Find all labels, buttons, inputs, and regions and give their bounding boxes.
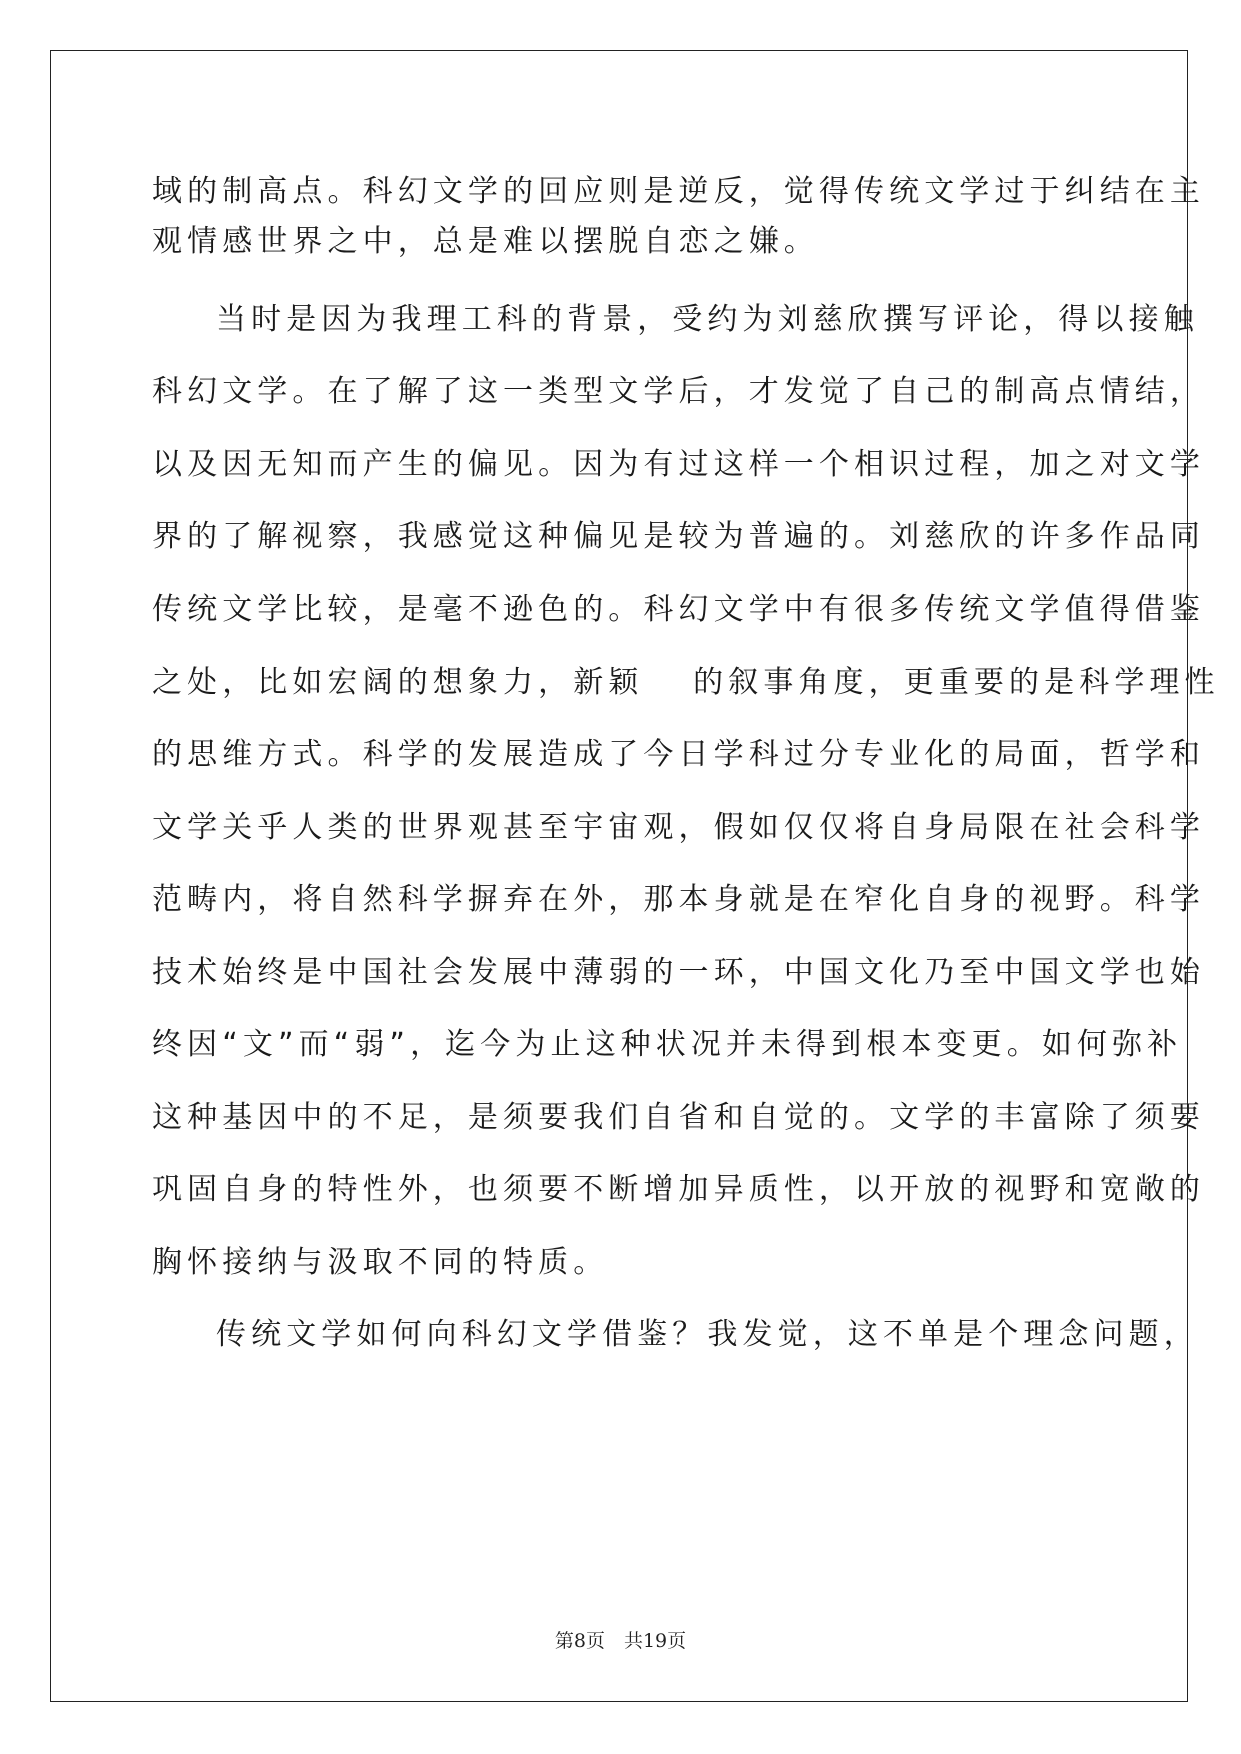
text-line-8: 之处，比如宏阔的想象力，新颖 的叙事角度，更重要的是科学理性	[152, 665, 1220, 700]
text-line-15: 巩固自身的特性外，也须要不断增加异质性，以开放的视野和宽敞的	[152, 1172, 1205, 1207]
page-number-footer: 第8页 共19页	[554, 1630, 687, 1652]
text-line-17: 传统文学如何向科幻文学借鉴？我发觉，这不单是个理念问题，	[216, 1317, 1199, 1352]
text-line-4: 科幻文学。在了解了这一类型文学后，才发觉了自己的制高点情结，	[152, 374, 1205, 409]
text-line-1: 域的制高点。科幻文学的回应则是逆反，觉得传统文学过于纠结在主	[152, 174, 1205, 209]
text-line-10: 文学关乎人类的世界观甚至宇宙观，假如仅仅将自身局限在社会科学	[152, 810, 1205, 845]
text-line-9: 的思维方式。科学的发展造成了今日学科过分专业化的局面，哲学和	[152, 737, 1205, 772]
text-line-7: 传统文学比较，是毫不逊色的。科幻文学中有很多传统文学值得借鉴	[152, 592, 1205, 627]
text-line-12: 技术始终是中国社会发展中薄弱的一环，中国文化乃至中国文学也始	[152, 955, 1205, 990]
text-line-16: 胸怀接纳与汲取不同的特质。	[152, 1245, 609, 1280]
text-line-2: 观情感世界之中，总是难以摆脱自恋之嫌。	[152, 224, 819, 259]
text-line-11: 范畴内，将自然科学摒弃在外，那本身就是在窄化自身的视野。科学	[152, 882, 1205, 917]
text-line-6: 界的了解视察，我感觉这种偏见是较为普遍的。刘慈欣的许多作品同	[152, 519, 1205, 554]
text-line-5: 以及因无知而产生的偏见。因为有过这样一个相识过程，加之对文学	[152, 447, 1205, 482]
text-line-13: 终因“文”而“弱”，迄今为止这种状况并未得到根本变更。如何弥补	[152, 1027, 1183, 1062]
text-line-14: 这种基因中的不足，是须要我们自省和自觉的。文学的丰富除了须要	[152, 1100, 1205, 1135]
text-line-3: 当时是因为我理工科的背景，受约为刘慈欣撰写评论，得以接触	[216, 302, 1199, 337]
